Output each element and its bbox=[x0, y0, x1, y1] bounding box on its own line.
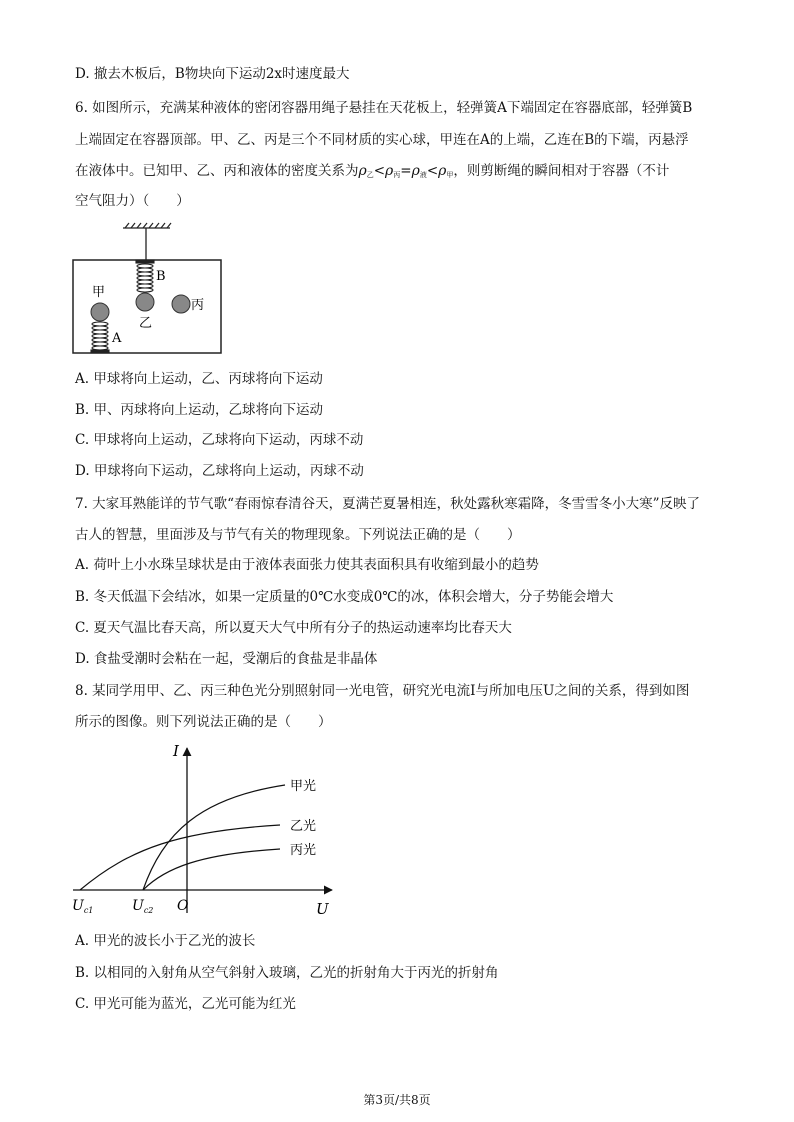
ball-bing bbox=[172, 295, 190, 313]
container-diagram bbox=[70, 218, 230, 360]
axis-label-i: I bbox=[173, 742, 179, 760]
q8-option-a: A. 甲光的波长小于乙光的波长 bbox=[75, 933, 256, 949]
q6-stem-line-2: 上端固定在容器顶部。甲、乙、丙是三个不同材质的实心球，甲连在A的上端，乙连在B的下端，丙悬浮 bbox=[75, 132, 689, 148]
q7-option-d: D. 食盐受潮时会粘在一起，受潮后的食盐是非晶体 bbox=[75, 651, 378, 667]
q8-option-b: B. 以相同的入射角从空气斜射入玻璃，乙光的折射角大于丙光的折射角 bbox=[75, 965, 499, 981]
q6-option-b: B. 甲、丙球将向上运动，乙球将向下运动 bbox=[75, 402, 324, 418]
curve-yi bbox=[80, 825, 280, 890]
q7-option-a: A. 荷叶上小水珠呈球状是由于液体表面张力使其表面积具有收缩到最小的趋势 bbox=[75, 557, 539, 573]
q6-stem-line-3: 在液体中。已知甲、乙、丙和液体的密度关系为$\rho_乙<\rho_丙=\rho_液<\rho_甲$，则剪断绳的瞬间相对于容器（不计 bbox=[75, 163, 670, 179]
q6-stem-line-1: 6. 如图所示，充满某种液体的密闭容器用绳子悬挂在天花板上，轻弹簧A下端固定在容器底部，轻弹簧B bbox=[75, 100, 693, 116]
spring-b bbox=[136, 260, 154, 292]
spring-a bbox=[91, 322, 109, 353]
q8-option-c: C. 甲光可能为蓝光，乙光可能为红光 bbox=[75, 996, 296, 1012]
label-b: B bbox=[156, 269, 166, 284]
q7-option-c: C. 夏天气温比春天高，所以夏天大气中所有分子的热运动速率均比春天大 bbox=[75, 620, 512, 636]
page-footer: 第3页/共8页 bbox=[363, 1093, 431, 1107]
q7-stem-line-1: 7. 大家耳熟能详的节气歌“春雨惊春清谷天，夏满芒夏暑相连，秋处露秋寒霜降，冬雪雪冬小大寒”反映了 bbox=[75, 496, 700, 512]
q5-option-d: D. 撤去木板后，B物块向下运动2x时速度最大 bbox=[75, 66, 350, 82]
tick-label-uc2: $U_{c2}$ bbox=[132, 898, 154, 915]
q6-stem-line-4: 空气阻力）（ ） bbox=[75, 193, 190, 209]
ball-yi bbox=[136, 293, 154, 311]
q6-option-d: D. 甲球将向下运动，乙球将向上运动，丙球不动 bbox=[75, 463, 364, 479]
label-bing: 丙 bbox=[191, 298, 205, 313]
q7-option-b: B. 冬天低温下会结冰，如果一定质量的0℃水变成0℃的冰，体积会增大，分子势能会增大 bbox=[75, 589, 614, 605]
series-label-jia: 甲光 bbox=[290, 779, 317, 794]
label-a: A bbox=[112, 331, 122, 346]
series-label-yi: 乙光 bbox=[290, 819, 317, 834]
tick-label-origin: O bbox=[177, 898, 189, 914]
q6-option-c: C. 甲球将向上运动，乙球将向下运动，丙球不动 bbox=[75, 432, 364, 448]
label-jia: 甲 bbox=[92, 285, 106, 300]
axis-label-u: U bbox=[316, 900, 329, 918]
ball-jia bbox=[91, 303, 109, 321]
q7-stem-line-2: 古人的智慧，里面涉及与节气有关的物理现象。下列说法正确的是（ ） bbox=[75, 527, 521, 543]
q6-option-a: A. 甲球将向上运动，乙、丙球将向下运动 bbox=[75, 371, 323, 387]
label-yi: 乙 bbox=[139, 316, 153, 331]
q8-stem-line-2: 所示的图像。则下列说法正确的是（ ） bbox=[75, 714, 332, 730]
density-relation: $\rho_乙<\rho_丙=\rho_液<\rho_甲$ bbox=[358, 163, 454, 179]
q8-stem-line-1: 8. 某同学用甲、乙、丙三种色光分别照射同一光电管，研究光电流I与所加电压U之间的关系，得到如图 bbox=[75, 683, 690, 699]
ceiling bbox=[123, 223, 171, 228]
series-label-bing: 丙光 bbox=[290, 843, 317, 858]
iu-chart bbox=[70, 738, 340, 920]
tick-label-uc1: $U_{c1}$ bbox=[72, 898, 94, 915]
curve-bing bbox=[143, 849, 280, 890]
